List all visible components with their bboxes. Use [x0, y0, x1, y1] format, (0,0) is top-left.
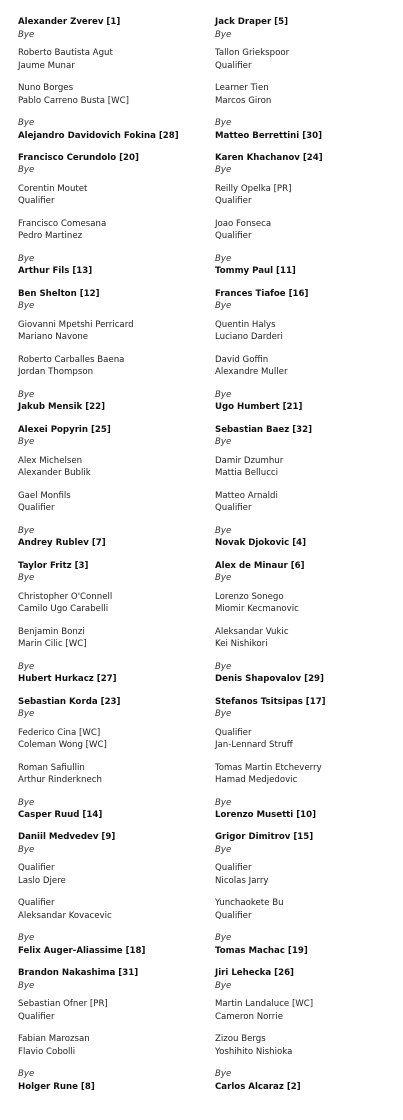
player-name: Miomir Kecmanovic — [215, 604, 299, 615]
player-name: Qualifier — [18, 196, 55, 207]
player-name: Nicolas Jarry — [215, 875, 269, 886]
player-name: Pablo Carreno Busta [WC] — [18, 95, 130, 106]
player-name: Zizou Bergs — [215, 1034, 266, 1045]
player-name: Matteo Arnaldi — [215, 490, 278, 501]
bye-label: Bye — [18, 980, 35, 991]
bye-label: Bye — [215, 709, 232, 719]
seeded-player: Matteo Berrettini [30] — [215, 130, 323, 141]
player-name: Giovanni Mpetshi Perricard — [18, 319, 134, 330]
player-name: Francisco Comesana — [18, 218, 107, 229]
player-name: Aleksandar Vukic — [215, 626, 289, 637]
bye-label: Bye — [215, 389, 232, 400]
player-name: Qualifier — [18, 898, 55, 909]
seeded-player: Casper Ruud [14] — [18, 810, 103, 820]
seeded-player: Karen Khachanov [24] — [215, 152, 323, 163]
seeded-player: Sebastian Korda [23] — [18, 696, 121, 707]
bye-label: Bye — [215, 301, 232, 312]
player-name: Camilo Ugo Carabelli — [18, 604, 109, 615]
seeded-player: Tomas Machac [19] — [215, 945, 308, 956]
player-name: Corentin Moutet — [18, 183, 88, 194]
player-name: Sebastian Ofner [PR] — [18, 999, 108, 1010]
bye-label: Bye — [215, 980, 232, 991]
bye-label: Bye — [18, 661, 35, 672]
bye-label: Bye — [18, 933, 35, 944]
bye-label: Bye — [18, 1069, 35, 1080]
player-name: Qualifier — [18, 503, 55, 514]
seeded-player: Stefanos Tsitsipas [17] — [215, 696, 326, 707]
bye-label: Bye — [215, 118, 232, 128]
seeded-player: Taylor Fritz [3] — [18, 560, 89, 571]
bye-label: Bye — [215, 253, 232, 264]
bye-label: Bye — [215, 797, 232, 808]
player-name: Alex Michelsen — [18, 455, 83, 466]
player-name: Kei Nishikori — [215, 639, 268, 650]
player-name: Cameron Norrie — [215, 1011, 283, 1022]
player-name: Arthur Rinderknech — [18, 775, 102, 785]
seeded-player: Hubert Hurkacz [27] — [18, 674, 117, 685]
seeded-player: Arthur Fils [13] — [18, 266, 93, 277]
bye-label: Bye — [18, 165, 35, 176]
seeded-player: Ugo Humbert [21] — [215, 402, 303, 413]
seeded-player: Brandon Nakashima [31] — [18, 968, 139, 979]
bye-label: Bye — [18, 709, 35, 719]
bye-label: Bye — [18, 844, 35, 855]
bye-label: Bye — [18, 573, 35, 584]
player-name: Alexandre Muller — [215, 367, 288, 378]
bye-label: Bye — [18, 118, 35, 128]
player-name: Fabian Marozsan — [18, 1034, 90, 1045]
bye-label: Bye — [215, 29, 232, 40]
player-name: Benjamin Bonzi — [18, 626, 85, 637]
seeded-player: Jakub Mensik [22] — [18, 402, 106, 413]
seeded-player: Denis Shapovalov [29] — [215, 674, 324, 685]
player-name: Aleksandar Kovacevic — [18, 910, 112, 921]
player-name: Jan-Lennard Struff — [215, 740, 293, 750]
seeded-player: Alex de Minaur [6] — [215, 560, 305, 571]
bye-label: Bye — [18, 525, 35, 536]
seeded-player: Carlos Alcaraz [2] — [215, 1081, 301, 1092]
seeded-player: Felix Auger-Aliassime [18] — [18, 945, 146, 956]
player-name: Reilly Opelka [PR] — [215, 183, 292, 194]
player-name: Gael Monfils — [18, 490, 71, 501]
player-name: Marcos Giron — [215, 95, 272, 106]
player-name: Laslo Djere — [18, 875, 66, 886]
bye-label: Bye — [18, 253, 35, 264]
bye-label: Bye — [18, 437, 35, 448]
player-name: Qualifier — [215, 60, 252, 71]
seeded-player: Alexei Popyrin [25] — [18, 424, 111, 435]
player-name: David Goffin — [215, 354, 269, 365]
player-name: Tomas Martin Etcheverry — [215, 762, 322, 773]
seeded-player: Novak Djokovic [4] — [215, 538, 307, 549]
bye-label: Bye — [215, 933, 232, 944]
player-name: Qualifier — [215, 231, 252, 242]
player-name: Roman Safiullin — [18, 762, 85, 773]
player-name: Qualifier — [215, 863, 252, 874]
bye-label: Bye — [18, 29, 35, 40]
seeded-player: Lorenzo Musetti [10] — [215, 810, 317, 820]
bye-label: Bye — [18, 797, 35, 808]
seeded-player: Alexander Zverev [1] — [18, 17, 121, 27]
player-name: Joao Fonseca — [215, 218, 272, 229]
bye-label: Bye — [215, 573, 232, 584]
seeded-player: Holger Rune [8] — [18, 1081, 95, 1092]
player-name: Jaume Munar — [18, 60, 75, 71]
player-name: Martin Landaluce [WC] — [215, 999, 314, 1010]
player-name: Qualifier — [18, 1011, 55, 1022]
player-name: Jordan Thompson — [18, 367, 94, 378]
player-name: Luciano Darderi — [215, 332, 283, 343]
player-name: Damir Dzumhur — [215, 455, 284, 466]
seeded-player: Frances Tiafoe [16] — [215, 288, 309, 299]
bye-label: Bye — [215, 165, 232, 176]
bye-label: Bye — [215, 437, 232, 448]
player-name: Roberto Carballes Baena — [18, 354, 125, 365]
seeded-player: Grigor Dimitrov [15] — [215, 832, 314, 843]
player-name: Marin Cilic [WC] — [18, 639, 87, 650]
player-name: Christopher O'Connell — [18, 591, 113, 602]
player-name: Nuno Borges — [18, 83, 74, 93]
player-name: Mariano Navone — [18, 332, 89, 343]
player-name: Qualifier — [215, 910, 252, 921]
player-name: Coleman Wong [WC] — [18, 740, 107, 750]
bye-label: Bye — [215, 1069, 232, 1080]
player-name: Mattia Bellucci — [215, 468, 279, 479]
player-name: Qualifier — [18, 863, 55, 874]
bye-label: Bye — [18, 389, 35, 400]
player-name: Pedro Martinez — [18, 231, 83, 242]
player-name: Quentin Halys — [215, 319, 276, 330]
seeded-player: Jiri Lehecka [26] — [215, 968, 294, 979]
player-name: Qualifier — [215, 727, 252, 738]
player-name: Tallon Griekspoor — [215, 48, 290, 58]
player-name: Alexander Bublik — [18, 468, 91, 479]
player-name: Federico Cina [WC] — [18, 727, 101, 738]
player-name: Yunchaokete Bu — [215, 898, 284, 909]
bye-label: Bye — [215, 525, 232, 536]
bye-label: Bye — [215, 661, 232, 672]
seeded-player: Daniil Medvedev [9] — [18, 832, 116, 843]
bye-label: Bye — [215, 844, 232, 855]
player-name: Roberto Bautista Agut — [18, 48, 113, 58]
player-name: Hamad Medjedovic — [215, 775, 298, 785]
seeded-player: Sebastian Baez [32] — [215, 424, 313, 435]
player-name: Qualifier — [215, 503, 252, 514]
player-name: Yoshihito Nishioka — [215, 1046, 293, 1057]
bye-label: Bye — [18, 301, 35, 312]
seeded-player: Ben Shelton [12] — [18, 288, 100, 299]
seeded-player: Andrey Rublev [7] — [18, 538, 106, 549]
player-name: Learner Tien — [215, 83, 269, 93]
player-name: Flavio Cobolli — [18, 1046, 76, 1057]
seeded-player: Jack Draper [5] — [215, 17, 289, 27]
seeded-player: Tommy Paul [11] — [215, 266, 296, 277]
seeded-player: Alejandro Davidovich Fokina [28] — [18, 130, 179, 141]
player-name: Qualifier — [215, 196, 252, 207]
player-name: Lorenzo Sonego — [215, 591, 284, 602]
seeded-player: Francisco Cerundolo [20] — [18, 152, 139, 163]
